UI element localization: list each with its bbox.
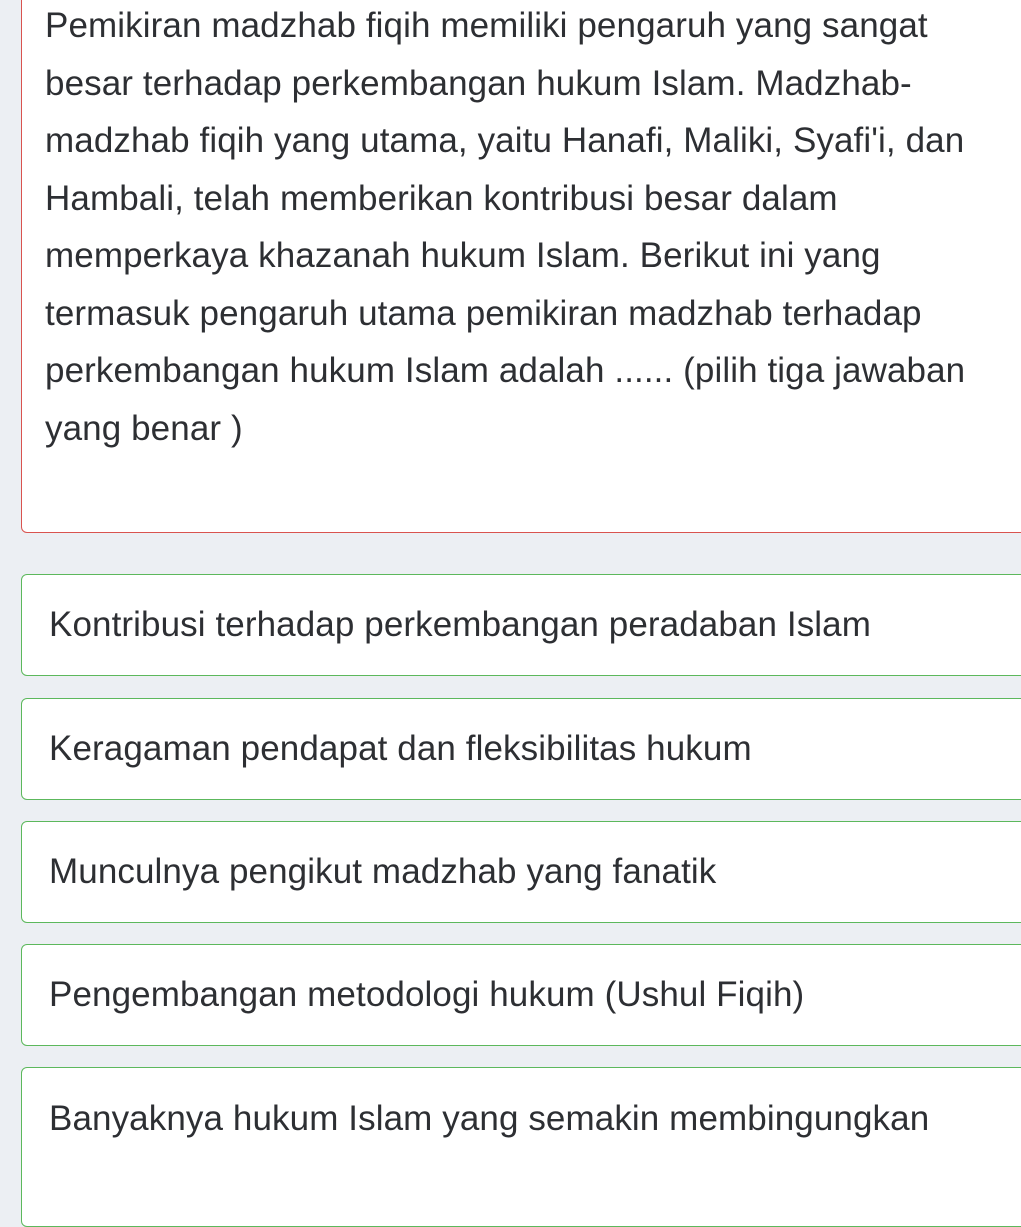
question-text: Pemikiran madzhab fiqih memiliki pengaruh yang sangat besar terhadap perkembangan hukum Islam. Madzhab-madzhab fiqih yang utama, yaitu Hanafi, Maliki, Syafi'i, dan Hambali, telah memberikan kontribusi besar dalam memperkaya khazanah hukum Islam. Berikut ini yang termasuk pengaruh utama pemikiran madzhab terhadap perkembangan hukum Islam adalah ...... (pilih tiga jawaban yang benar )	[45, 6, 966, 448]
answer-option-label: Banyaknya hukum Islam yang semakin membingungkan	[49, 1099, 930, 1138]
answer-option-5[interactable]	[21, 1067, 1021, 1227]
question-card	[21, 0, 1021, 533]
answer-option-3[interactable]	[21, 821, 1021, 923]
answer-option-label: Pengembangan metodologi hukum (Ushul Fiqih)	[49, 975, 805, 1014]
answer-option-2[interactable]	[21, 698, 1021, 800]
answer-option-4[interactable]	[21, 944, 1021, 1046]
answer-option-label: Kontribusi terhadap perkembangan peradaban Islam	[49, 605, 872, 644]
answer-option-label: Keragaman pendapat dan fleksibilitas hukum	[49, 729, 752, 768]
answer-option-label: Munculnya pengikut madzhab yang fanatik	[49, 852, 717, 891]
answer-option-1[interactable]	[21, 574, 1021, 676]
